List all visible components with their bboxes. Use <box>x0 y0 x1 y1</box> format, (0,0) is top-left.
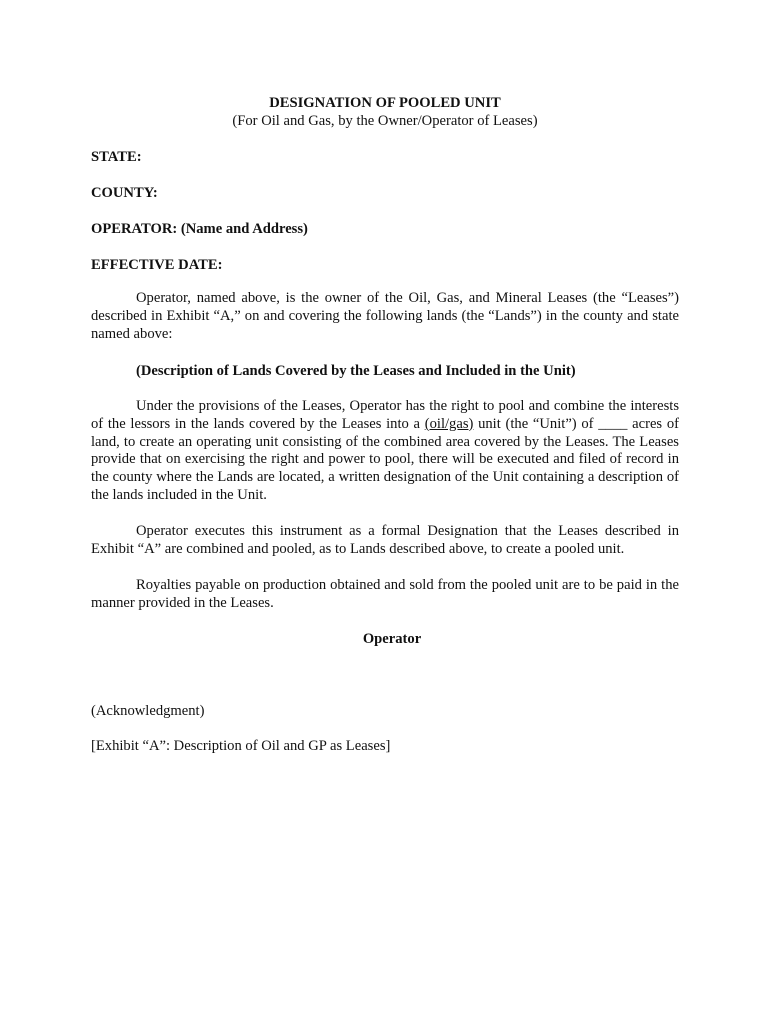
pooling-text-start: Under the provisions of the Leases, Operator has the right to pool and combine the interests of the lessors in the lands covered by the Leases into a <box>91 398 679 432</box>
effective-date-field-label: EFFECTIVE DATE: <box>91 257 223 273</box>
document-title: DESIGNATION OF POOLED UNIT <box>269 95 501 111</box>
document-page <box>91 94 679 754</box>
operator-field-label: OPERATOR: (Name and Address) <box>91 221 308 237</box>
state-field-label: STATE: <box>91 149 142 165</box>
title-block <box>91 94 679 130</box>
ownership-paragraph: Operator, named above, is the owner of the Oil, Gas, and Mineral Leases (the “Leases”) described in Exhibit “A,” on and covering the following lands (the “Lands”) in the county and state named above: <box>91 290 679 342</box>
oil-gas-underlined: (oil/gas) <box>424 415 474 432</box>
pooling-provisions-paragraph <box>91 398 679 505</box>
lands-description-heading: (Description of Lands Covered by the Leases and Included in the Unit) <box>136 363 576 379</box>
designation-paragraph: Operator executes this instrument as a formal Designation that the Leases described in Exhibit “A” are combined and pooled, as to Lands described above, to create a pooled unit. <box>91 523 679 557</box>
county-field-label: COUNTY: <box>91 185 158 201</box>
exhibit-reference: [Exhibit “A”: Description of Oil and GP as Leases] <box>91 738 391 754</box>
operator-signature-label: Operator <box>362 631 422 647</box>
acknowledgment-label: (Acknowledgment) <box>91 703 205 719</box>
royalties-paragraph: Royalties payable on production obtained and sold from the pooled unit are to be paid in the manner provided in the Leases. <box>91 577 679 611</box>
pooling-text-end: unit (the “Unit”) of ____ acres of land, to create an operating unit consisting of the combined area covered by the Leases. The Leases provide that on exercising the right and power to pool, there will be executed and filed of record in the county where the Lands are located, a written designation of the Unit containing a description of the lands included in the Unit. <box>91 415 679 503</box>
document-subtitle: (For Oil and Gas, by the Owner/Operator of Leases) <box>232 113 538 129</box>
